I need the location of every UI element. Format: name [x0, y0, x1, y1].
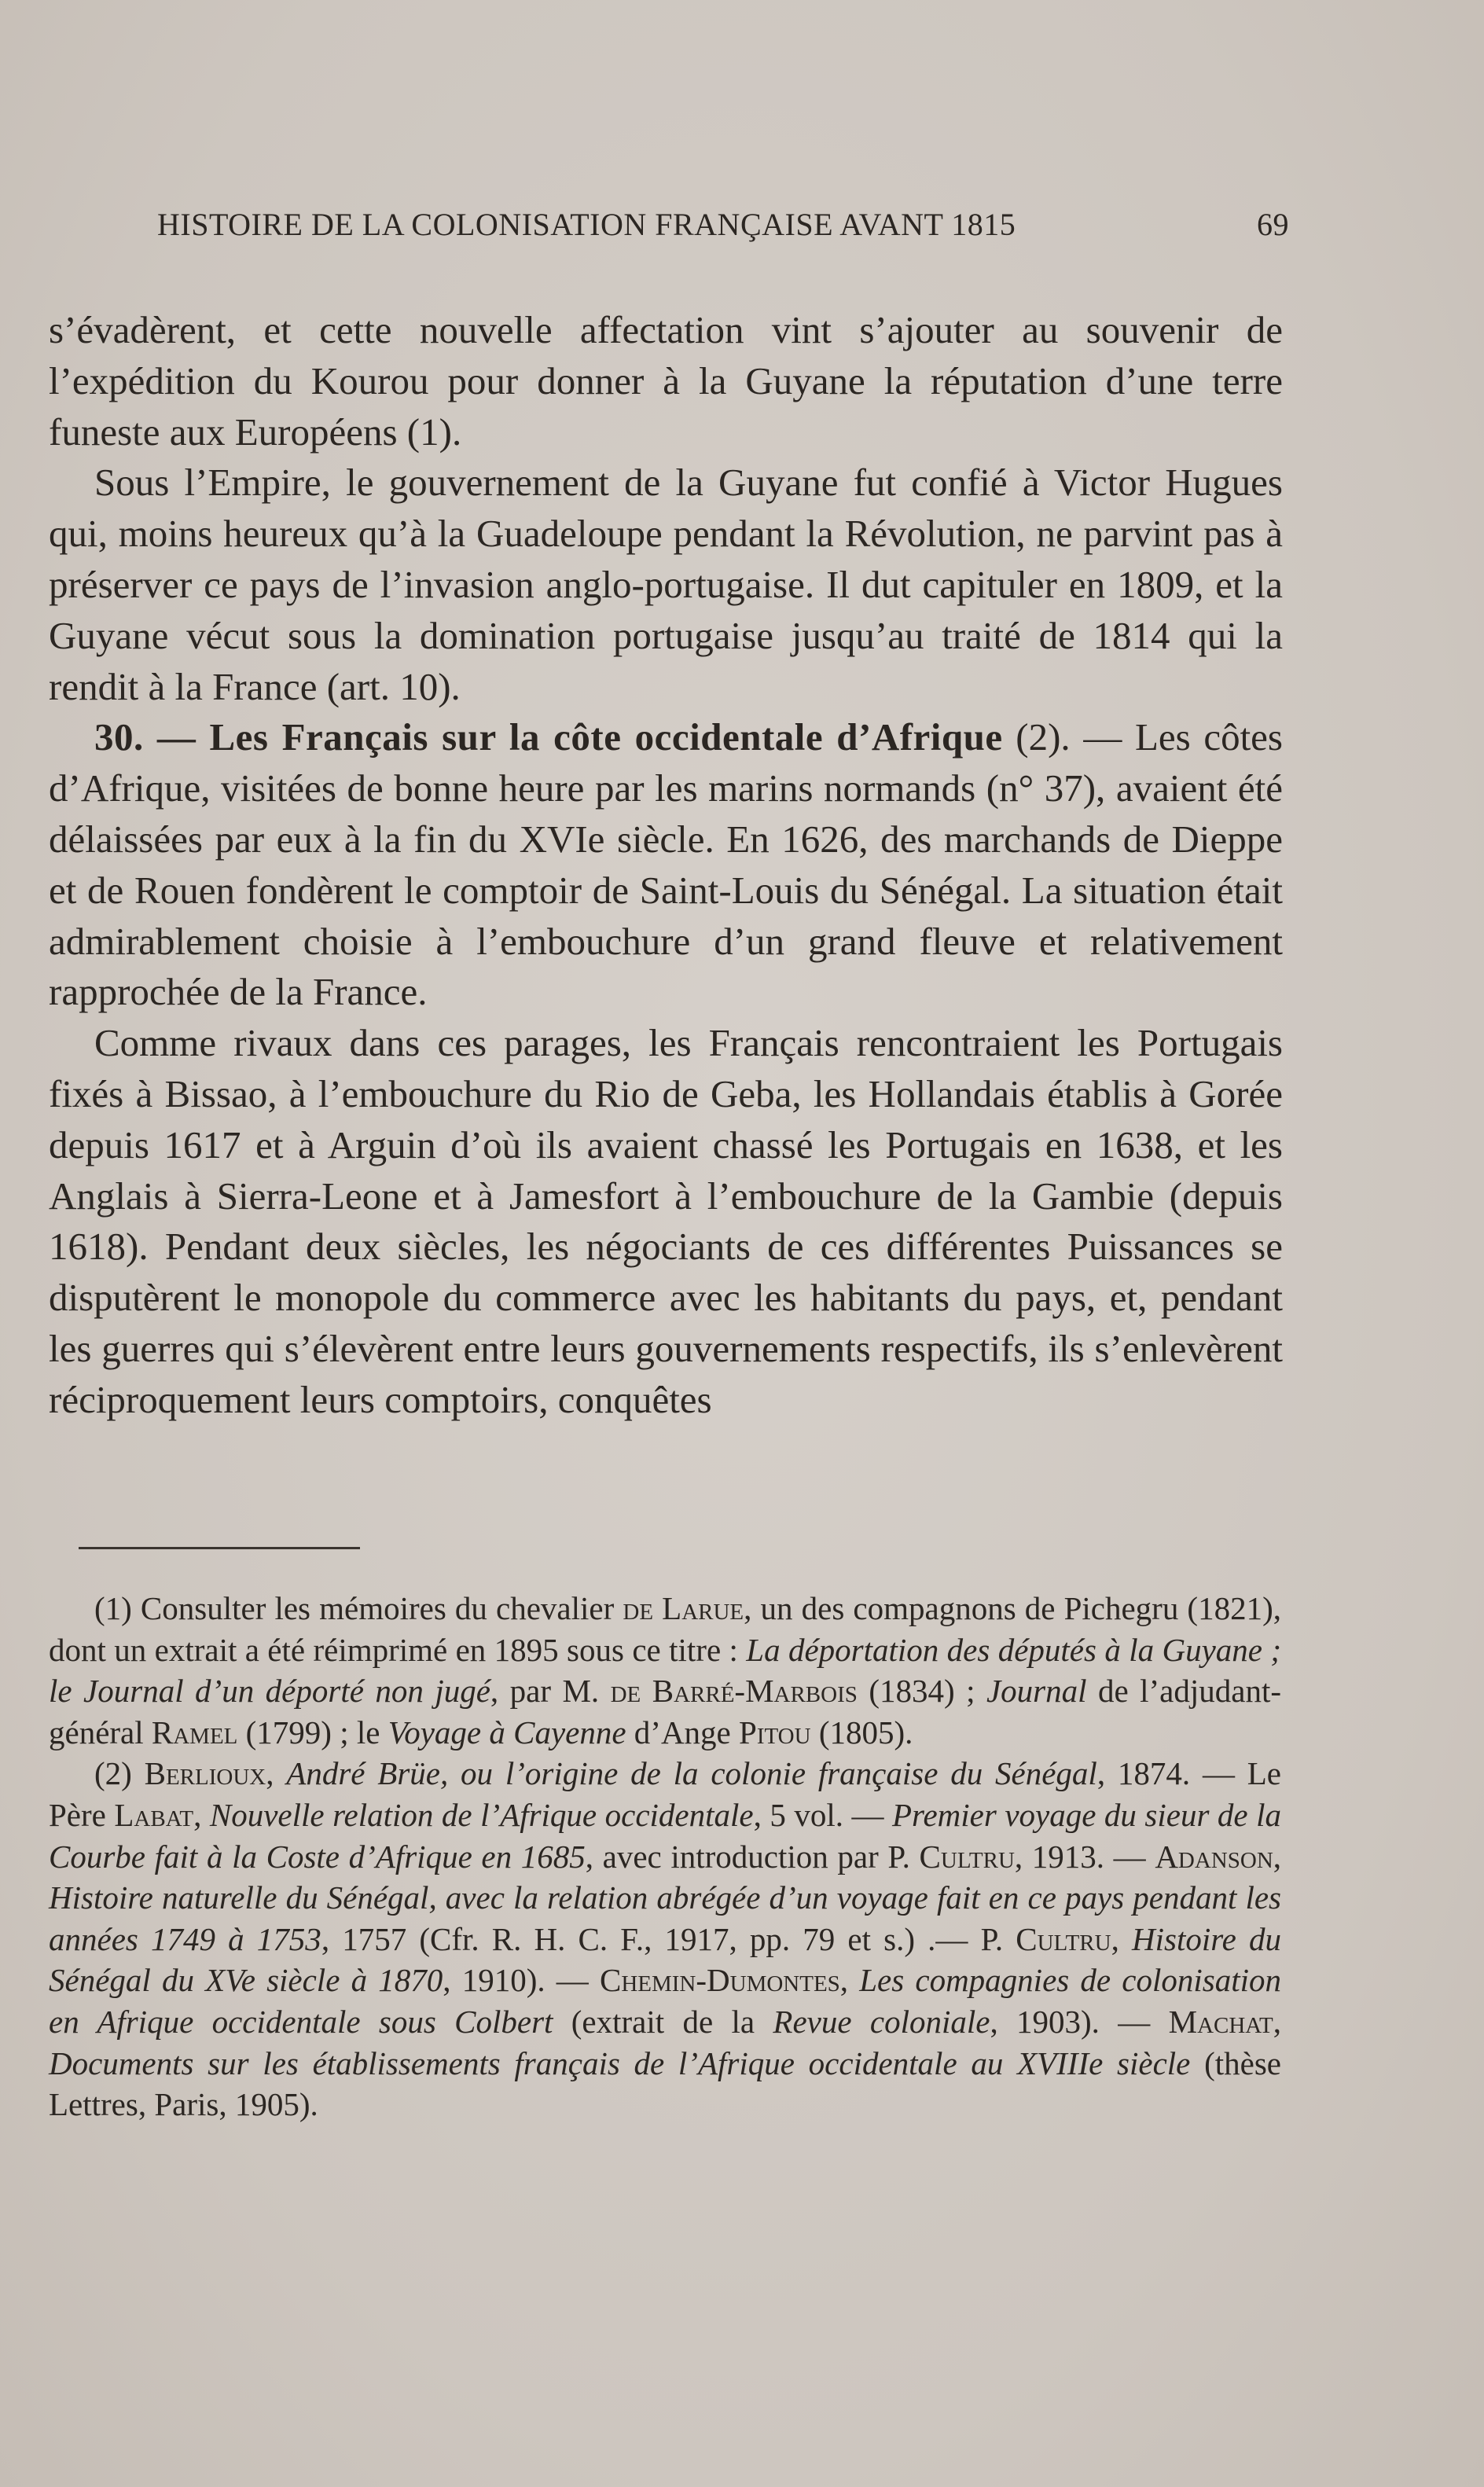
- fn1-author: de Larue: [623, 1590, 744, 1626]
- fn2-author: Cultru: [1016, 1920, 1111, 1957]
- fn2-text: ,: [1273, 1838, 1282, 1875]
- main-text: [49, 305, 1283, 1426]
- fn2-text: , 1913. —: [1014, 1838, 1155, 1875]
- fn2-text: ,: [1111, 1920, 1132, 1957]
- section-note-ref: (2).: [1002, 715, 1071, 759]
- fn2-text: , 1874. — Le Père: [49, 1755, 1281, 1833]
- paragraph-4: Comme rivaux dans ces parages, les Français rencontraient les Portugais fixés à Bissao, à l’embouchure du Rio de Geba, les Hollandais établis à Gorée depuis 1617 et à Arguin d’où ils avaient chassé les Portugais en 1638, et les Anglais à Sierra-Leone et à Jamesfort à l’embouchure de la Gambie (depuis 1618). Pendant deux siècles, les négociants de ces différentes Puissances se disputèrent le monopole du commerce avec les habitants du pays, et, pendant les guerres qui s’élevèrent entre leurs gouvernements respectifs, ils s’enlevèrent réciproquement leurs comptoirs, conquêtes: [49, 1021, 1283, 1421]
- fn2-text: , 5 vol. —: [753, 1796, 892, 1833]
- fn1-title: Journal: [986, 1673, 1087, 1710]
- fn2-text: ,: [266, 1755, 287, 1792]
- fn1-text: , par M.: [490, 1673, 611, 1710]
- fn1-text: (1) Consulter les mémoires du chevalier: [94, 1590, 623, 1626]
- section-heading: 30. — Les Français sur la côte occidentale d’Afrique: [94, 715, 1003, 759]
- fn2-title: Histoire naturelle du Sénégal, avec la relation abrégée d’un voyage fait en ce pays pendant les années 1749 à 1753: [49, 1879, 1281, 1957]
- fn2-text: (extrait de la: [553, 2003, 773, 2040]
- fn2-title: Nouvelle relation de l’Afrique occidentale: [209, 1796, 754, 1833]
- page-number: 69: [1257, 207, 1289, 242]
- fn2-author: Chemin-Dumontes: [599, 1962, 840, 1999]
- footnote-1: [49, 1588, 1281, 1753]
- running-head: [157, 206, 1289, 243]
- fn2-text: , 1757 (Cfr. R. H. C. F., 1917, pp. 79 et s.) .— P.: [321, 1920, 1016, 1957]
- fn1-text: (1805).: [810, 1714, 913, 1750]
- fn1-text: de l’adjudant-général: [49, 1673, 1282, 1750]
- fn1-title: La déportation des députés à la Guyane ; le Journal d’un déporté non jugé: [49, 1631, 1281, 1710]
- fn1-author: Ramel: [151, 1714, 238, 1750]
- fn2-author: Machat: [1168, 2003, 1273, 2040]
- fn2-title: Les compagnies de colonisation en Afrique occidentale sous Colbert: [49, 1962, 1281, 2040]
- footnote-2: [49, 1753, 1281, 2125]
- paragraph-2: Sous l’Empire, le gouvernement de la Guyane fut confié à Victor Hugues qui, moins heureux qu’à la Guadeloupe pendant la Révolution, ne parvint pas à préserver ce pays de l’invasion anglo-portugaise. Il dut capituler en 1809, et la Guyane vécut sous la domination portugaise jusqu’au traité de 1814 qui la rendit à la France (art. 10).: [49, 461, 1283, 708]
- fn2-author: Labat: [114, 1796, 194, 1833]
- paragraph-1: s’évadèrent, et cette nouvelle affectation vint s’ajouter au souvenir de l’expédition du Kourou pour donner à la Guyane la réputation d’une terre funeste aux Européens (1).: [49, 308, 1283, 454]
- fn2-title: Revue coloniale: [773, 2003, 990, 2040]
- paragraph-3-text: — Les côtes d’Afrique, visitées de bonne heure par les marins normands (n° 37), avaient été délaissées par eux à la fin du XVIe siècle. En 1626, des marchands de Dieppe et de Rouen fondèrent le comptoir de Saint-Louis du Sénégal. La situation était admirablement choisie à l’embouchure d’un grand fleuve et relativement rapprochée de la France.: [49, 715, 1283, 1014]
- fn1-text: (1834) ;: [857, 1673, 986, 1710]
- footnote-rule: [79, 1547, 360, 1549]
- fn2-title: Documents sur les établissements français de l’Afrique occidentale au XVIIIe siècle: [49, 2044, 1191, 2081]
- fn2-text: , 1910). —: [443, 1962, 600, 1999]
- running-head-title: HISTOIRE DE LA COLONISATION FRANÇAISE AVANT 1815: [157, 207, 1016, 242]
- fn1-text: (1799) ; le: [237, 1714, 388, 1750]
- fn2-author: Adanson: [1155, 1838, 1273, 1875]
- fn1-text: d’Ange: [626, 1714, 740, 1750]
- fn1-text: , un des compagnons de Pichegru (1821), dont un extrait a été réimprimé en 1895 sous ce titre :: [49, 1590, 1281, 1668]
- fn2-text: ,: [1273, 2003, 1281, 2040]
- fn1-title: Voyage à Cayenne: [388, 1714, 626, 1750]
- fn2-text: ,: [839, 1962, 860, 1999]
- fn2-text: ,: [193, 1796, 210, 1833]
- fn2-title: André Brüe, ou l’origine de la colonie française du Sénégal: [286, 1755, 1097, 1792]
- fn1-author: de Barré-Marbois: [610, 1673, 858, 1710]
- fn2-title: Premier voyage du sieur de la Courbe fait à la Coste d’Afrique en 1685: [49, 1796, 1282, 1875]
- paragraph-3: [49, 712, 1283, 1018]
- fn2-text: , avec introduction par P.: [585, 1838, 920, 1875]
- fn2-author: Berlioux: [144, 1755, 266, 1792]
- fn2-title: Histoire du Sénégal du XVe siècle à 1870: [49, 1920, 1282, 1999]
- fn2-text: (2): [94, 1755, 145, 1792]
- fn2-text: (thèse Lettres, Paris, 1905).: [49, 2044, 1281, 2123]
- footnotes: [49, 1588, 1281, 2125]
- fn2-author: Cultru: [919, 1838, 1015, 1875]
- fn2-text: , 1903). —: [990, 2003, 1169, 2040]
- fn1-author: Pitou: [739, 1714, 811, 1750]
